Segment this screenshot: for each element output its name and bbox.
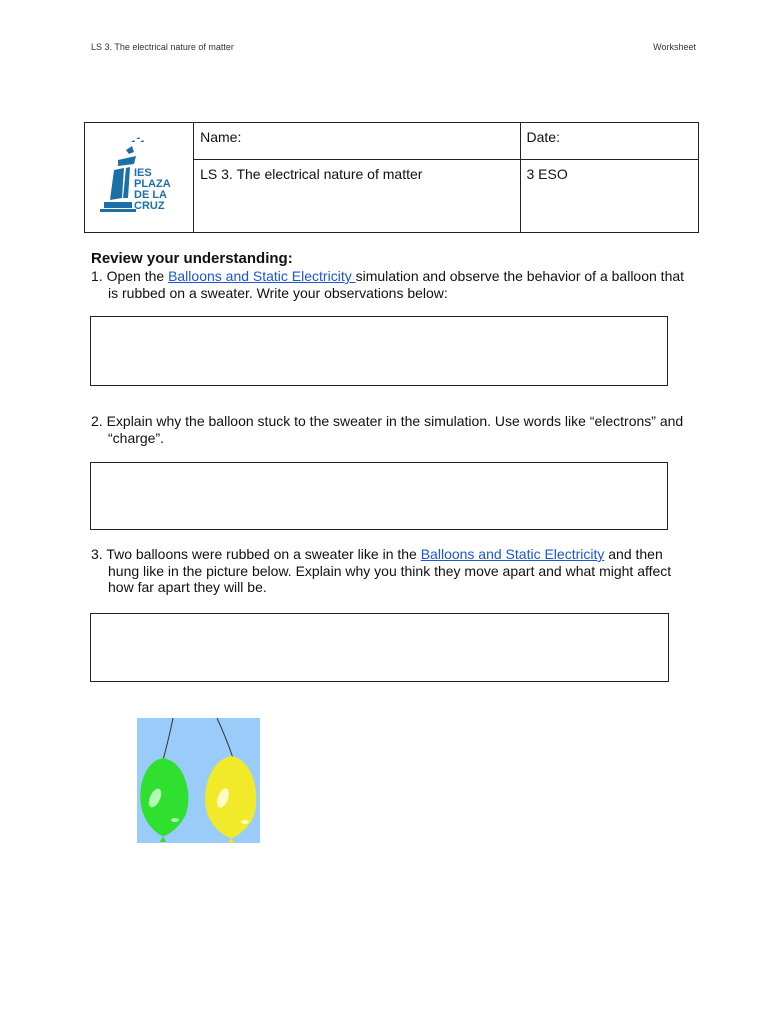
info-table — [84, 122, 699, 233]
simulation-link-2[interactable]: Balloons and Static Electricity — [420, 546, 605, 562]
answer-box-2[interactable] — [90, 462, 668, 530]
page-header-title: LS 3. The electrical nature of matter — [91, 42, 234, 52]
review-section — [91, 250, 691, 301]
school-logo — [96, 136, 182, 216]
level-field: 3 ESO — [520, 160, 699, 233]
page-header-type: Worksheet — [653, 42, 696, 52]
question-3 — [91, 546, 691, 596]
question-3-suffix: and then hung like in the picture below. Explain why you think they move apart and what might affect how far apart they will be. — [108, 546, 672, 595]
logo-text-2: PLAZA — [134, 178, 171, 190]
question-2-text: 2. Explain why the balloon stuck to the sweater in the simulation. Use words like “electrons” and “charge”. — [91, 413, 684, 446]
logo-text-1: IES — [134, 167, 152, 179]
name-field: Name: — [194, 123, 520, 160]
question-1-prefix: 1. Open the — [91, 268, 169, 284]
balloons-image — [137, 718, 260, 843]
logo-text-3: DE LA — [134, 189, 168, 201]
subject-field: LS 3. The electrical nature of matter — [194, 160, 520, 233]
review-heading: Review your understanding: — [91, 250, 293, 267]
answer-box-3[interactable] — [90, 613, 669, 682]
question-1-suffix: simulation and observe the behavior of a balloon that is rubbed on a sweater. Write your observations below: — [108, 268, 685, 301]
logo-text-4: CRUZ — [134, 200, 165, 212]
question-2 — [91, 413, 691, 446]
question-1 — [91, 268, 691, 301]
question-3-prefix: 3. Two balloons were rubbed on a sweater like in the — [91, 546, 421, 562]
answer-box-1[interactable] — [90, 316, 668, 386]
date-field: Date: — [520, 123, 699, 160]
school-logo-cell — [85, 123, 194, 233]
simulation-link-1[interactable]: Balloons and Static Electricity — [168, 268, 356, 284]
